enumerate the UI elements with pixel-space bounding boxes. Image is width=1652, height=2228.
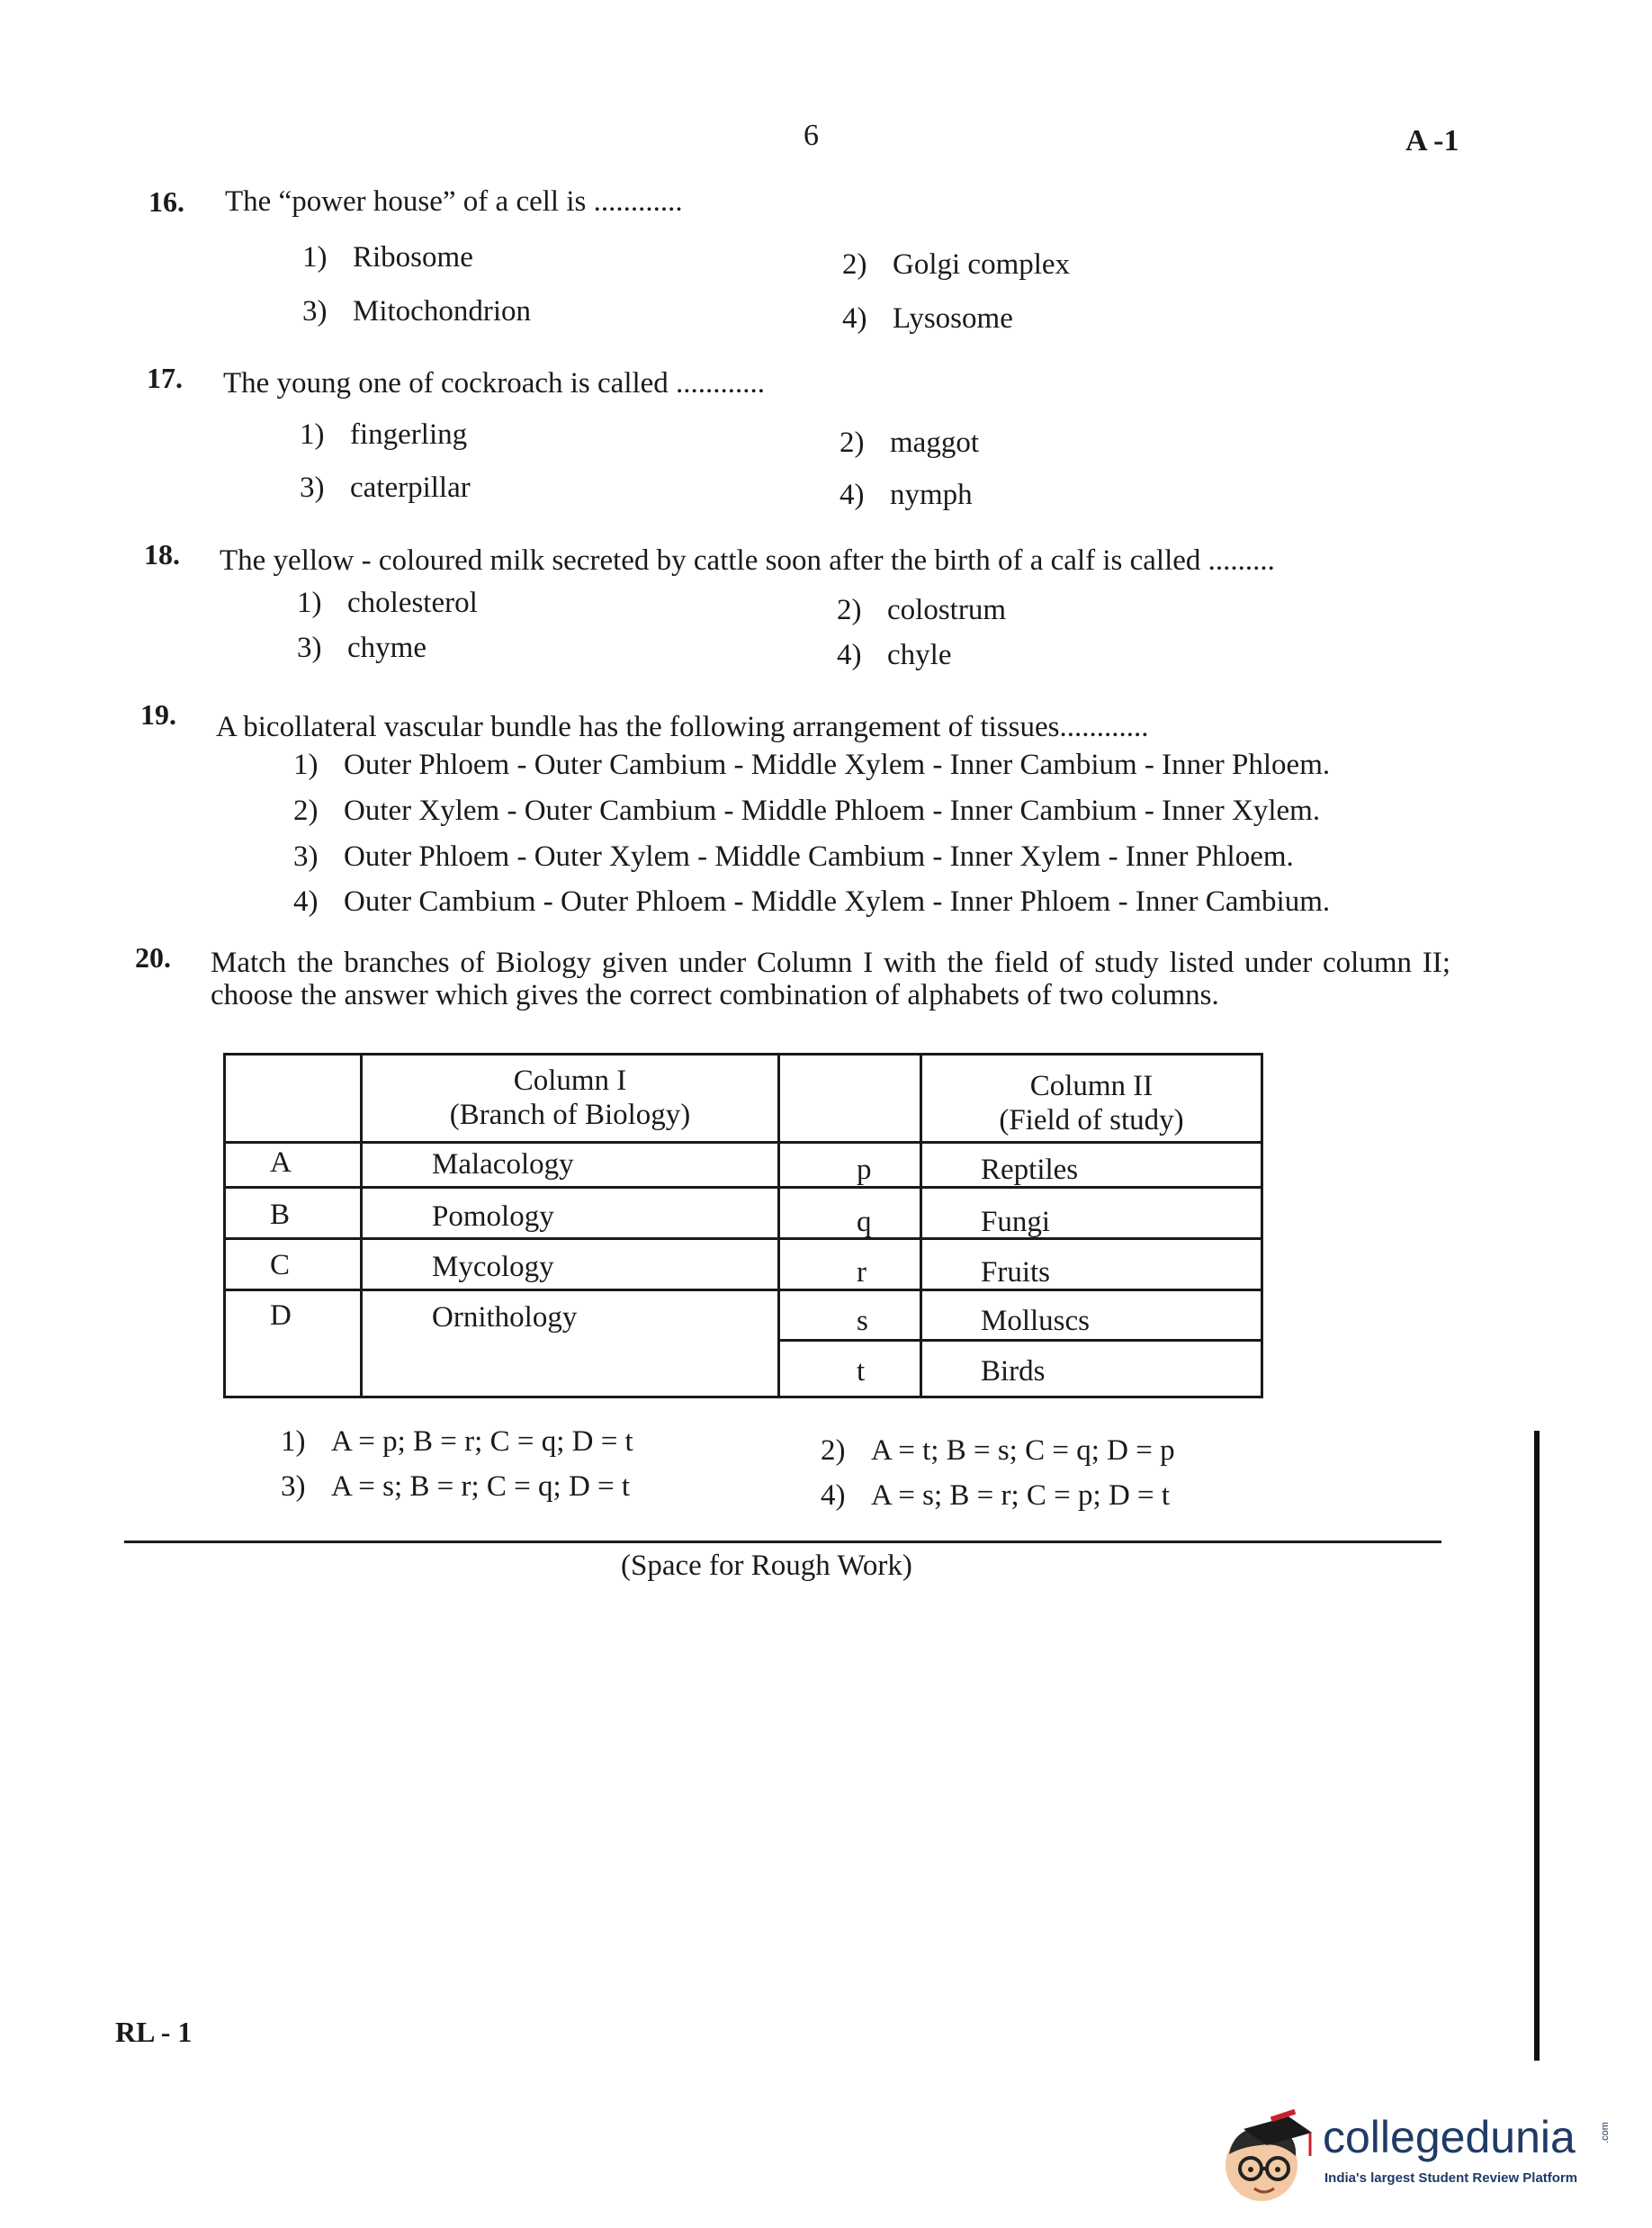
row-letter: C	[270, 1249, 291, 1281]
question-number: 18.	[144, 538, 180, 570]
field-item: Reptiles	[981, 1154, 1079, 1186]
field-item: Birds	[981, 1355, 1046, 1388]
option: 4) A = s; B = r; C = p; D = t	[821, 1479, 1171, 1512]
row-letter: D	[270, 1299, 292, 1332]
question-text: A bicollateral vascular bundle has the following arrangement of tissues............	[216, 711, 1149, 743]
option: 2) Golgi complex	[842, 248, 1071, 281]
logo-name: collegedunia	[1323, 2112, 1576, 2162]
question-text: Match the branches of Biology given under Column I with the field of study listed under column II; choose the answer which gives the correct combination of alphabets of two columns.	[211, 947, 1450, 1011]
collegedunia-logo	[1217, 2109, 1612, 2208]
match-table	[223, 1053, 1263, 1398]
mascot-icon	[1217, 2109, 1317, 2208]
option: 1) Outer Phloem - Outer Cambium - Middle Xylem - Inner Cambium - Inner Phloem.	[293, 749, 1331, 781]
branch-item: Ornithology	[432, 1301, 578, 1334]
option: 2) colostrum	[837, 594, 1006, 626]
row-letter: s	[857, 1305, 868, 1337]
row-letter: q	[857, 1206, 872, 1238]
logo-suffix: .com	[1599, 2122, 1611, 2143]
option: 4) Lysosome	[842, 302, 1013, 335]
option: 2) maggot	[839, 427, 979, 459]
footer-code: RL - 1	[115, 2016, 193, 2048]
option: 3) caterpillar	[300, 472, 471, 504]
option: 2) A = t; B = s; C = q; D = p	[821, 1434, 1175, 1467]
question-number: 19.	[140, 698, 176, 731]
branch-item: Malacology	[432, 1148, 574, 1181]
option: 3) A = s; B = r; C = q; D = t	[281, 1470, 631, 1503]
row-letter: p	[857, 1154, 872, 1186]
option: 3) chyme	[297, 632, 426, 664]
field-item: Fruits	[981, 1256, 1051, 1289]
option: 3) Outer Phloem - Outer Xylem - Middle Cambium - Inner Xylem - Inner Phloem.	[293, 840, 1294, 873]
question-text: The yellow - coloured milk secreted by cattle soon after the birth of a calf is called .........	[220, 544, 1275, 577]
question-text: The young one of cockroach is called ............	[223, 367, 766, 400]
field-item: Fungi	[981, 1206, 1051, 1238]
question-text: The “power house” of a cell is ............	[225, 185, 683, 218]
option: 4) Outer Cambium - Outer Phloem - Middle Xylem - Inner Phloem - Inner Cambium.	[293, 885, 1331, 918]
row-letter: B	[270, 1199, 291, 1231]
option: 3) Mitochondrion	[302, 295, 531, 328]
logo-tagline: India's largest Student Review Platform	[1324, 2170, 1578, 2186]
paper-code: A -1	[1405, 124, 1459, 157]
question-number: 16.	[148, 185, 184, 218]
option: 4) chyle	[837, 639, 952, 671]
column-1-header: Column I (Branch of Biology)	[449, 1065, 691, 1131]
option: 1) Ribosome	[302, 241, 473, 274]
rough-work-label: (Space for Rough Work)	[621, 1550, 912, 1582]
option: 1) fingerling	[300, 418, 468, 451]
option: 2) Outer Xylem - Outer Cambium - Middle Phloem - Inner Cambium - Inner Xylem.	[293, 795, 1321, 827]
separator-line	[124, 1541, 1441, 1543]
column-2-header: Column II (Field of study)	[999, 1070, 1184, 1136]
question-number: 17.	[147, 362, 183, 394]
field-item: Molluscs	[981, 1305, 1091, 1337]
branch-item: Pomology	[432, 1200, 554, 1233]
row-letter: r	[857, 1256, 866, 1289]
page-number: 6	[804, 119, 819, 152]
question-number: 20.	[135, 941, 171, 974]
option: 1) A = p; B = r; C = q; D = t	[281, 1425, 633, 1458]
option: 1) cholesterol	[297, 587, 478, 619]
branch-item: Mycology	[432, 1251, 554, 1283]
row-letter: t	[857, 1355, 866, 1388]
row-letter: A	[270, 1146, 292, 1179]
option: 4) nymph	[839, 479, 973, 511]
page-edge-shadow	[1534, 1431, 1540, 2061]
